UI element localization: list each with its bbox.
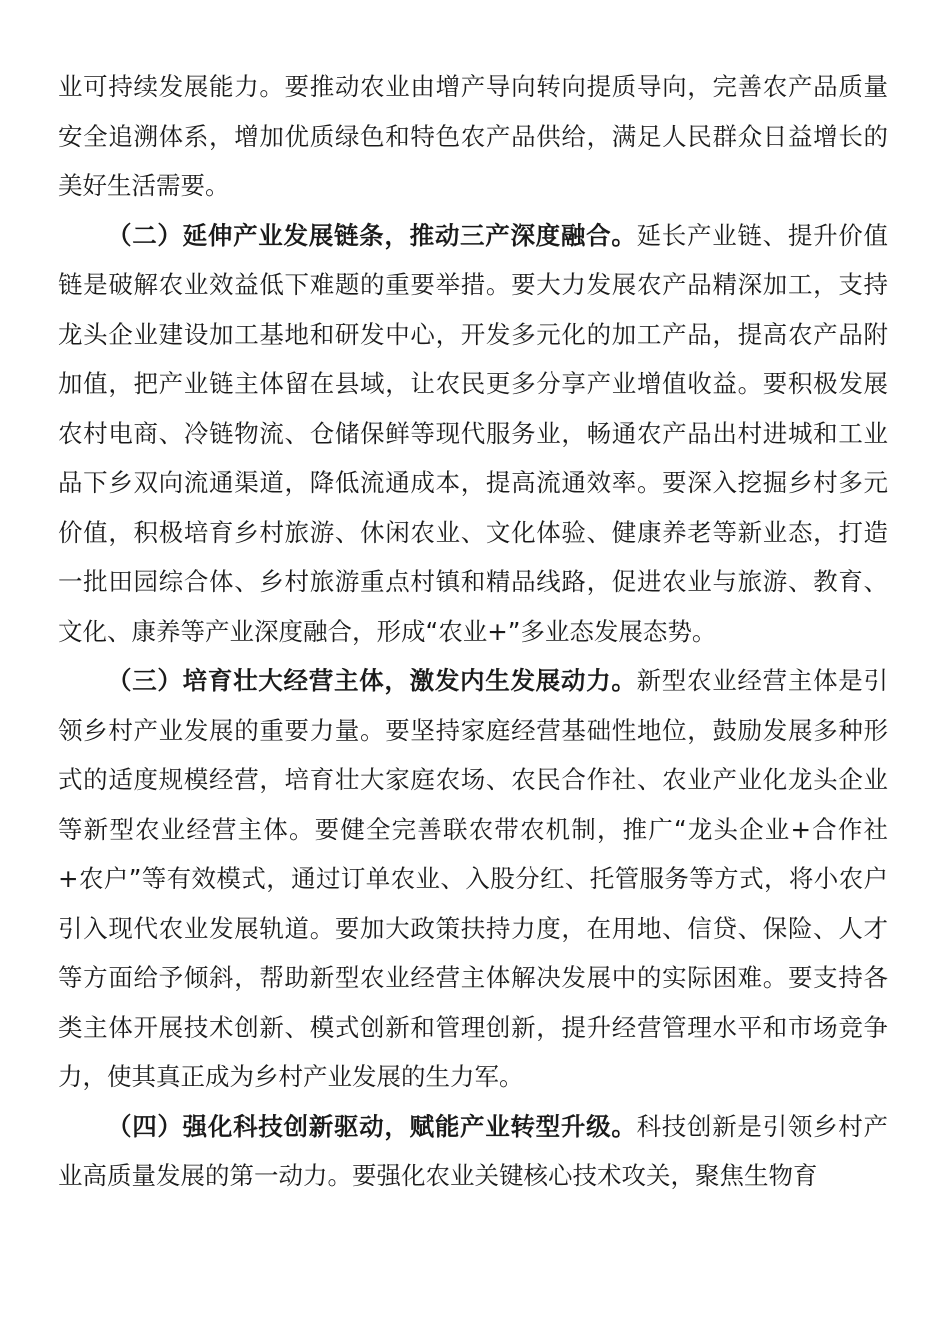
section-heading: （四）强化科技创新驱动，赋能产业转型升级。 — [107, 1111, 637, 1141]
paragraph-body: 科技创新是引领乡村产业高质量发展的第一动力。要强化农业关键核心技术攻关，聚焦生物育 — [58, 1111, 889, 1190]
paragraph-section-4 — [58, 1102, 888, 1201]
document-page — [58, 62, 888, 1201]
section-heading: （二）延伸产业发展链条，推动三产深度融合。 — [107, 220, 637, 250]
paragraph-section-3 — [58, 656, 888, 1102]
paragraph-body: 延长产业链、提升价值链是破解农业效益低下难题的重要举措。要大力发展农产品精深加工，支持龙头企业建设加工基地和研发中心，开发多元化的加工产品，提高农产品附加值，把产业链主体留在县域，让农民更多分享产业增值收益。要积极发展农村电商、冷链物流、仓储保鲜等现代服务业，畅通农产品出村进城和工业品下乡双向流通渠道，降低流通成本，提高流通效率。要深入挖掘乡村多元价值，积极培育乡村旅游、休闲农业、文化体验、健康养老等新业态，打造一批田园综合体、乡村旅游重点村镇和精品线路，促进农业与旅游、教育、文化、康养等产业深度融合，形成“农业+”多业态发展态势。 — [58, 220, 889, 646]
paragraph-body: 业可持续发展能力。要推动农业由增产导向转向提质导向，完善农产品质量安全追溯体系，增加优质绿色和特色农产品供给，满足人民群众日益增长的美好生活需要。 — [58, 72, 888, 200]
section-heading: （三）培育壮大经营主体，激发内生发展动力。 — [107, 666, 637, 695]
paragraph-continuation — [58, 62, 888, 211]
paragraph-body: 新型农业经营主体是引领乡村产业发展的重要力量。要坚持家庭经营基础性地位，鼓励发展多种形式的适度规模经营，培育壮大家庭农场、农民合作社、农业产业化龙头企业等新型农业经营主体。要健全完善联农带农机制，推广“龙头企业+合作社+农户”等有效模式，通过订单农业、入股分红、托管服务等方式，将小农户引入现代农业发展轨道。要加大政策扶持力度，在用地、信贷、保险、人才等方面给予倾斜，帮助新型农业经营主体解决发展中的实际困难。要支持各类主体开展技术创新、模式创新和管理创新，提升经营管理水平和市场竞争力，使其真正成为乡村产业发展的生力军。 — [58, 666, 889, 1091]
paragraph-section-2 — [58, 211, 888, 657]
